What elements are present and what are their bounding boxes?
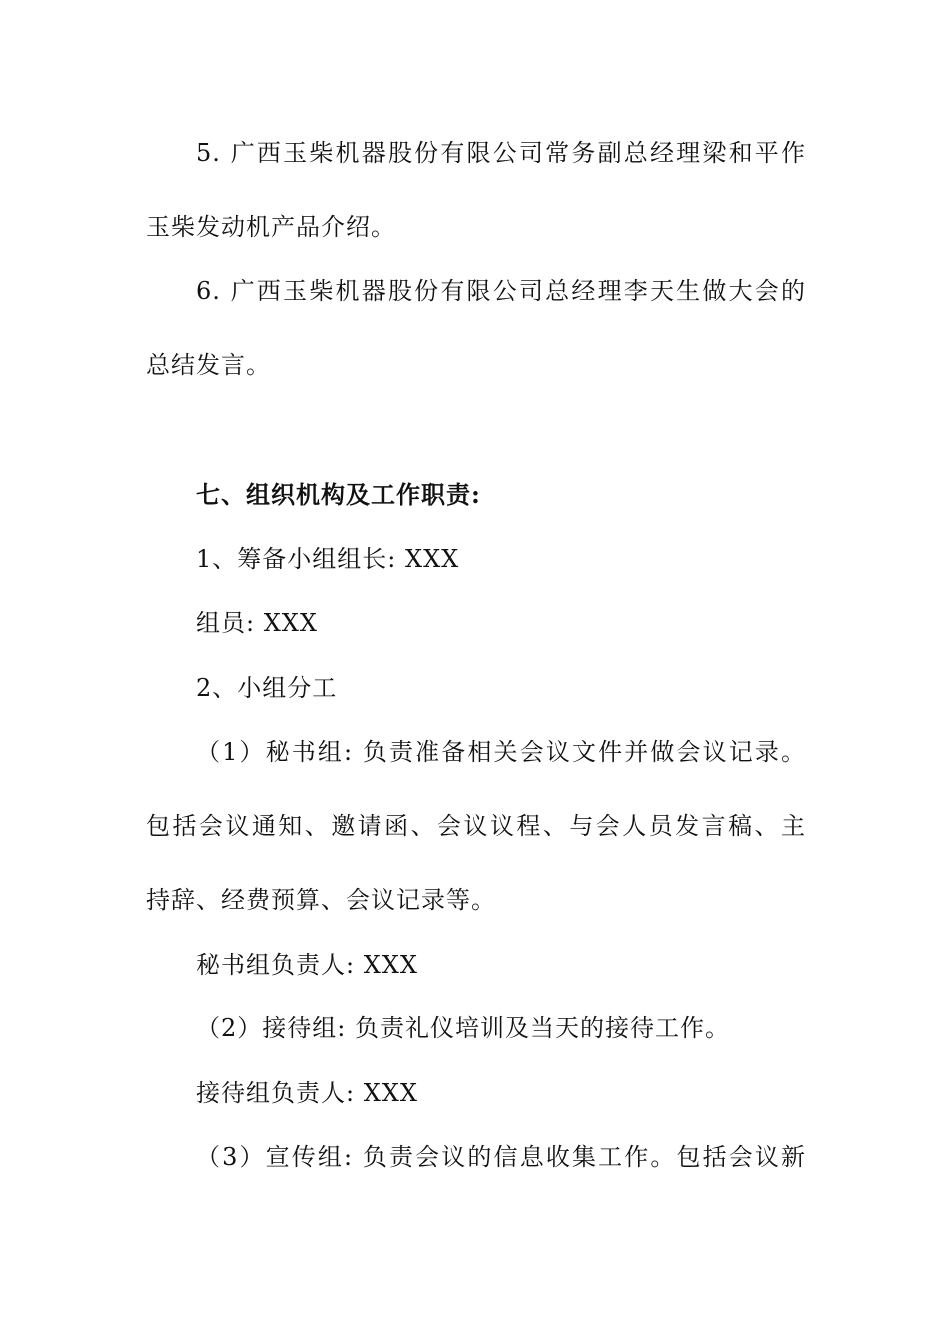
reception-group-line-1: （2）接待组: 负责礼仪培训及当天的接待工作。 — [196, 1014, 730, 1042]
item-5-line-1: 5. 广西玉柴机器股份有限公司常务副总经理梁和平作 — [196, 139, 806, 167]
section-7-heading: 七、组织机构及工作职责: — [196, 480, 481, 509]
item-5-line-2: 玉柴发动机产品介绍。 — [146, 213, 396, 241]
prep-group-leader: 1、筹备小组组长: XXX — [196, 545, 460, 573]
reception-group-head: 接待组负责人: XXX — [196, 1079, 418, 1107]
secretary-group-line-1: （1）秘书组: 负责准备相关会议文件并做会议记录。 — [196, 738, 806, 766]
prep-group-members: 组员: XXX — [196, 609, 318, 637]
publicity-group-line-1: （3）宣传组: 负责会议的信息收集工作。包括会议新 — [196, 1143, 806, 1171]
secretary-group-head: 秘书组负责人: XXX — [196, 951, 418, 979]
secretary-group-line-3: 持辞、经费预算、会议记录等。 — [146, 886, 496, 914]
item-6-line-1: 6. 广西玉柴机器股份有限公司总经理李天生做大会的 — [196, 277, 806, 305]
group-division-heading: 2、小组分工 — [196, 674, 338, 702]
item-6-line-2: 总结发言。 — [146, 351, 271, 379]
secretary-group-line-2: 包括会议通知、邀请函、会议议程、与会人员发言稿、主 — [146, 812, 806, 840]
